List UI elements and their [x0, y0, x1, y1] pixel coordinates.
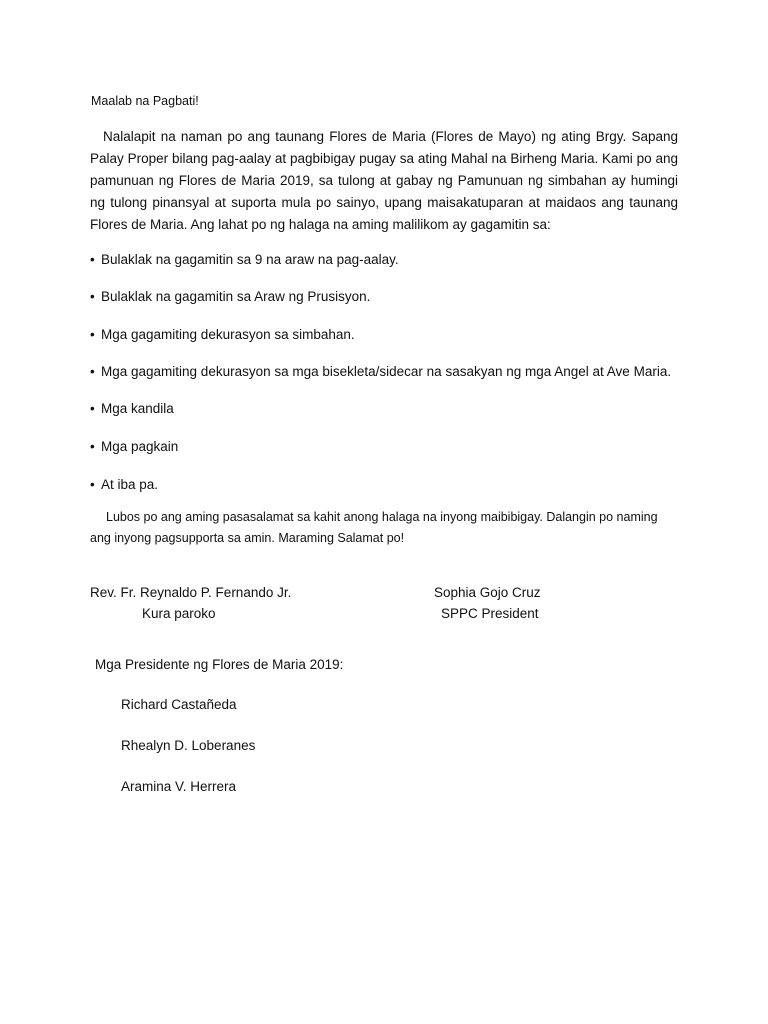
president-name: Richard Castañeda [121, 697, 237, 712]
letter-thanks-paragraph: Lubos po ang aming pasasalamat sa kahit anong halaga na inyong maibibigay. Dalangin po naming ang inyong pagsupporta sa amin. Maraming Salamat po! [90, 510, 658, 545]
letter-greeting: Maalab na Pagbati! [91, 94, 199, 108]
bullet-icon: • [90, 439, 95, 454]
list-item-text: Mga gagamiting dekurasyon sa simbahan. [101, 327, 355, 342]
bullet-icon: • [90, 364, 95, 379]
president-name: Aramina V. Herrera [121, 779, 237, 794]
signatory-right-name: Sophia Gojo Cruz [434, 585, 541, 600]
list-item-text: At iba pa. [101, 477, 159, 492]
list-item-text: Mga pagkain [101, 439, 179, 454]
list-item-text: Bulaklak na gagamitin sa 9 na araw na pag-aalay. [101, 252, 399, 267]
signatory-left-name: Rev. Fr. Reynaldo P. Fernando Jr. [90, 585, 292, 600]
bullet-icon: • [90, 327, 95, 342]
list-item [90, 477, 158, 492]
presidents-heading: Mga Presidente ng Flores de Maria 2019: [95, 657, 344, 672]
list-item [90, 401, 174, 416]
bullet-icon: • [90, 252, 95, 267]
bullet-icon: • [90, 477, 95, 492]
list-item [90, 364, 671, 379]
list-item [90, 289, 370, 304]
list-item-text: Bulaklak na gagamitin sa Araw ng Prusisyon. [101, 289, 371, 304]
letter-intro-paragraph: Nalalapit na naman po ang taunang Flores de Maria (Flores de Mayo) ng ating Brgy. Sapang Palay Proper bilang pag-aalay at pagbibigay pugay sa ating Mahal na Birheng Maria. Kami po ang pamunuan ng Flores de Maria 2019, sa tulong at gabay ng Pamunuan ng simbahan ay humingi ng tulong pinansyal at suporta mula po sainyo, upang maisakatuparan at maidaos ang taunang Flores de Maria. Ang lahat po ng halaga na aming malilikom ay gagamitin sa: [90, 129, 678, 232]
list-item-text: Mga gagamiting dekurasyon sa mga bisekleta/sidecar na sasakyan ng mga Angel at Ave Maria. [101, 364, 672, 379]
list-item [90, 252, 399, 267]
signatory-left-title: Kura paroko [142, 606, 216, 621]
list-item-text: Mga kandila [101, 401, 174, 416]
bullet-icon: • [90, 289, 95, 304]
signatory-right-title: SPPC President [441, 606, 539, 621]
list-item [90, 327, 355, 342]
president-name: Rhealyn D. Loberanes [121, 738, 256, 753]
list-item [90, 439, 178, 454]
bullet-icon: • [90, 401, 95, 416]
